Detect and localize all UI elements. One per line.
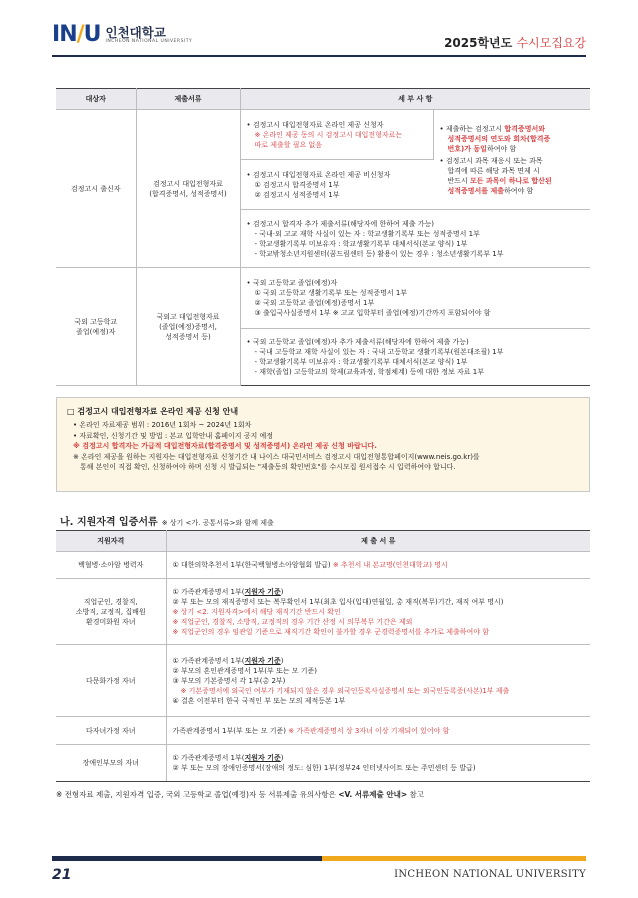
target-cell-ged: 검정고시 출신자 <box>56 110 136 268</box>
detail-overseas-additional: • 국외 고등학교 졸업(예정)자 추가 제출서류(해당자에 한하여 제출 가능) - 국내 고등학교 재학 사실이 있는 자 : 국내 고등학교 생활기록부(원본대조필) 1부 - 학교생활기록부 미보유자 : 학교생활기록부 대체서식(본교 양식) 1부 - 재학(졸업) 고등학교의 학제(교육과정, 학점체계) 등에 대한 정보 자료 1부 <box>240 329 590 386</box>
ged-online-notice: □ 검정고시 대입전형자료 온라인 제공 신청 안내 • 온라인 자료제공 범위 : 2016년 1회차 ~ 2024년 1회차 • 자료확인, 신청기간 및 방법 : 본교 입학안내 홈페이지 공지 예정 ※ 검정고시 합격자는 가급적 대입전형자료(합격증명서 및 성적증명서) 온라인 제공 신청 바랍니다. ※ 온라인 제공을 원하는 지원자는 대입전형자료 신청기간 내 나이스 대국민서비스 검정고시 대입전형통합페이지(www.neis.go.kr)를 통해 본인이 직접 확인, 신청하여야 하며 신청 시 발급되는 "제출동의 확인번호"를 수시모집 원서접수 시 입력하여야 합니다. <box>56 397 590 492</box>
logo-english: INCHEON NATIONAL UNIVERSITY <box>105 38 193 44</box>
page-header <box>0 0 638 62</box>
footer-bar-navy <box>52 856 322 861</box>
footer-university-name: INCHEON NATIONAL UNIVERSITY <box>394 869 586 880</box>
page-number: 21 <box>52 867 72 883</box>
qual-cell-public-servant: 직업군인, 경찰직, 소방직, 교정직, 집배원 환경미화원 자녀 <box>56 579 166 645</box>
detail-overseas-grad: • 국외 고등학교 졸업(예정)자 ① 국외 고등학교 생활기록부 또는 성적증명서 1부 ② 국외 고등학교 졸업(예정)증명서 1부 ③ 출입국사실증명서 1부 ※ 고교 입학부터 졸업(예정)기간까지 포함되어야 함 <box>240 268 590 329</box>
detail-ged-additional: • 검정고시 합격자 추가 제출서류(해당자에 한하여 제출 가능) - 국내·외 고교 재학 사실이 있는 자 : 학교생활기록부 또는 성적증명서 1부 - 학교생활기록부 미보유자 : 학교생활기록부 대체서식(본교 양식) 1부 - 학교밖청소년지원센터(꿈드림센터 등) 활용이 있는 경우 : 청소년생활기록부 1부 <box>240 210 590 268</box>
document-table-2 <box>56 530 590 782</box>
detail-side-notes: • 제출하는 검정고시 합격증명서와 성적증명서의 연도와 회차(합격증 번호)가 동일하여야 함 • 검정고시 과목 재응시 또는 과목 합격에 따른 해당 과목 면제 시 반드시 모든 과목이 하나로 합산된 성적증명서를 제출하여야 함 <box>433 110 590 210</box>
section-b-footnote: ※ 전형자료 제출, 지원자격 입증, 국외 고등학교 졸업(예정)자 등 서류제출 유의사항은 <V. 서류제출 안내> 참고 <box>56 790 425 799</box>
notice-title: □ 검정고시 대입전형자료 온라인 제공 신청 안내 <box>67 407 239 416</box>
university-logo <box>52 24 192 46</box>
qual-cell-cancer: 백혈병·소아암 병력자 <box>56 552 166 579</box>
col-header-target: 대상자 <box>56 89 136 110</box>
col-header-details: 세 부 사 항 <box>240 89 590 110</box>
docs-cell-disabled-parent: ① 가족관계증명서 1부(지원자 기준) ② 부 또는 모의 장애인증명서(장애의 정도: 심한) 1부(정부24 인터넷사이트 또는 주민센터 등 발급) <box>166 745 590 782</box>
logo-mark: IN/U <box>52 22 101 47</box>
qual-cell-disabled-parent: 장애인부모의 자녀 <box>56 745 166 782</box>
col-header-submission: 제 출 서 류 <box>166 531 590 552</box>
qual-cell-multichild: 다자녀가정 자녀 <box>56 717 166 745</box>
col-header-qualification: 지원자격 <box>56 531 166 552</box>
header-divider <box>52 55 586 57</box>
docs-cell-public-servant: ① 가족관계증명서 1부(지원자 기준) ② 부 또는 모의 재직증명서 또는 복무확인서 1부(최초 입사(입대)연월일, 총 재직(복무)기간, 재직 여부 명시) ※ 상기 <2. 지원자격>에서 해당 재직기간 반드시 확인 ※ 직업군인, 경찰직, 소방직, 교정직의 경우 기간 산정 시 의무복무 기간은 제외 ※ 직업군인의 경우 임관일 기준으로 재직기간 확인이 불가할 경우 군경력증명서를 추가로 제출하여야 함 <box>166 579 590 645</box>
detail-online-applicant: • 검정고시 대입전형자료 온라인 제공 신청자 ※ 온라인 제공 동의 시 검정고시 대입전형자료는 따로 제출할 필요 없음 <box>240 110 433 160</box>
document-title: 2025학년도 수시모집요강 <box>444 36 586 50</box>
qual-cell-multicultural: 다문화가정 자녀 <box>56 645 166 717</box>
docs-cell-cancer: ① 대한의학추천서 1부(한국백혈병소아암협회 발급) ※ 추천서 내 본교명(인천대학교) 명시 <box>166 552 590 579</box>
docs-cell-ged: 검정고시 대입전형자료 (합격증명서, 성적증명서) <box>136 110 240 268</box>
col-header-docs: 제출서류 <box>136 89 240 110</box>
target-cell-overseas: 국외 고등학교 졸업(예정)자 <box>56 268 136 386</box>
footer-bar-gold <box>322 856 586 861</box>
logo-korean: 인천대학교 <box>105 24 166 40</box>
document-table-1 <box>56 88 590 386</box>
docs-cell-multichild: 가족관계증명서 1부(부 또는 모 기준) ※ 가족관계증명서 상 3자녀 이상 기재되어 있어야 함 <box>166 717 590 745</box>
docs-cell-multicultural: ① 가족관계증명서 1부(지원자 기준) ② 부모의 혼인관계증명서 1부(부 또는 모 기준) ③ 부모의 기본증명서 각 1부(총 2부) ※ 기본증명서에 외국인 여부가 기재되지 않은 경우 외국인등록사실증명서 또는 외국인등록증(사본)1부 제출 ④ 결혼 이전부터 한국 국적인 부 또는 모의 제적등본 1부 <box>166 645 590 717</box>
detail-offline-applicant: • 검정고시 대입전형자료 온라인 제공 비신청자 ① 검정고시 합격증명서 1부 ② 검정고시 성적증명서 1부 <box>240 160 433 210</box>
docs-cell-overseas: 국외고 대입전형자료 (졸업(예정)증명서, 성적증명서 등) <box>136 268 240 386</box>
section-b-title: 나. 지원자격 입증서류 ※ 상기 <가. 공통서류>와 함께 제출 <box>60 517 274 528</box>
